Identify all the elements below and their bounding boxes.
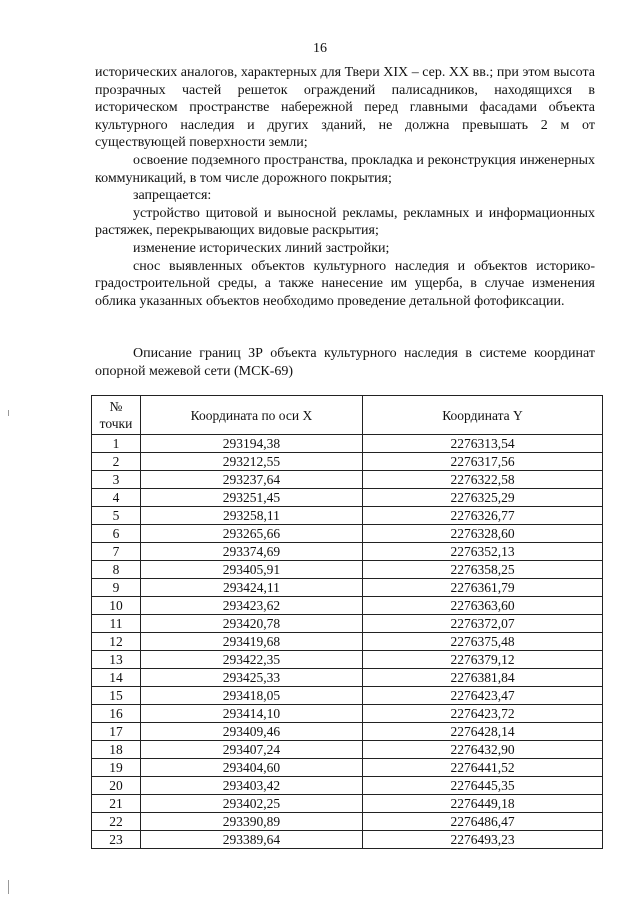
- cell-coordinate-x: 293418,05: [140, 687, 362, 705]
- cell-point-number: 11: [92, 615, 141, 633]
- cell-point-number: 3: [92, 471, 141, 489]
- body-paragraph: снос выявленных объектов культурного наследия и объектов историко-градостроительной среды, а также нанесение им ущерба, в случае изменения облика указанных объектов необходимо проведение детальной фотофиксации.: [95, 258, 595, 309]
- cell-coordinate-y: 2276317,56: [363, 453, 603, 471]
- table-row: [92, 777, 603, 795]
- cell-coordinate-x: 293258,11: [140, 507, 362, 525]
- table-row: [92, 687, 603, 705]
- cell-point-number: 9: [92, 579, 141, 597]
- cell-coordinate-y: 2276441,52: [363, 759, 603, 777]
- table-row: [92, 597, 603, 615]
- cell-coordinate-x: 293212,55: [140, 453, 362, 471]
- cell-coordinate-x: 293402,25: [140, 795, 362, 813]
- table-row: [92, 507, 603, 525]
- table-body: [92, 435, 603, 849]
- cell-coordinate-x: 293237,64: [140, 471, 362, 489]
- cell-point-number: 5: [92, 507, 141, 525]
- cell-coordinate-y: 2276361,79: [363, 579, 603, 597]
- cell-coordinate-y: 2276328,60: [363, 525, 603, 543]
- cell-coordinate-y: 2276313,54: [363, 435, 603, 453]
- cell-coordinate-y: 2276423,47: [363, 687, 603, 705]
- table-row: [92, 435, 603, 453]
- cell-coordinate-x: 293374,69: [140, 543, 362, 561]
- table-row: [92, 723, 603, 741]
- body-paragraph: изменение исторических линий застройки;: [133, 240, 390, 256]
- cell-coordinate-y: 2276445,35: [363, 777, 603, 795]
- table-header-row: [92, 396, 603, 435]
- cell-point-number: 7: [92, 543, 141, 561]
- cell-point-number: 10: [92, 597, 141, 615]
- cell-point-number: 17: [92, 723, 141, 741]
- cell-coordinate-y: 2276363,60: [363, 597, 603, 615]
- cell-point-number: 19: [92, 759, 141, 777]
- cell-coordinate-x: 293194,38: [140, 435, 362, 453]
- table-row: [92, 759, 603, 777]
- cell-coordinate-x: 293409,46: [140, 723, 362, 741]
- cell-coordinate-y: 2276352,13: [363, 543, 603, 561]
- table-row: [92, 741, 603, 759]
- cell-coordinate-y: 2276372,07: [363, 615, 603, 633]
- header-coordinate-x: Координата по оси X: [140, 396, 362, 435]
- cell-coordinate-y: 2276428,14: [363, 723, 603, 741]
- cell-coordinate-y: 2276358,25: [363, 561, 603, 579]
- cell-coordinate-y: 2276381,84: [363, 669, 603, 687]
- cell-coordinate-x: 293419,68: [140, 633, 362, 651]
- table-row: [92, 561, 603, 579]
- cell-point-number: 6: [92, 525, 141, 543]
- cell-point-number: 8: [92, 561, 141, 579]
- cell-coordinate-y: 2276375,48: [363, 633, 603, 651]
- cell-point-number: 4: [92, 489, 141, 507]
- cell-point-number: 20: [92, 777, 141, 795]
- body-paragraph: освоение подземного пространства, прокладка и реконструкция инженерных коммуникаций, в том числе дорожного покрытия;: [95, 152, 595, 186]
- cell-coordinate-x: 293403,42: [140, 777, 362, 795]
- cell-coordinate-y: 2276325,29: [363, 489, 603, 507]
- coordinates-table: [91, 395, 603, 849]
- cell-coordinate-x: 293407,24: [140, 741, 362, 759]
- cell-coordinate-y: 2276423,72: [363, 705, 603, 723]
- cell-point-number: 12: [92, 633, 141, 651]
- cell-point-number: 1: [92, 435, 141, 453]
- table-row: [92, 615, 603, 633]
- page-number: 16: [313, 41, 327, 56]
- cell-point-number: 21: [92, 795, 141, 813]
- header-coordinate-y: Координата Y: [363, 396, 603, 435]
- table-row: [92, 525, 603, 543]
- cell-point-number: 14: [92, 669, 141, 687]
- cell-point-number: 13: [92, 651, 141, 669]
- cell-coordinate-x: 293389,64: [140, 831, 362, 849]
- cell-point-number: 18: [92, 741, 141, 759]
- cell-coordinate-x: 293404,60: [140, 759, 362, 777]
- table-row: [92, 705, 603, 723]
- table-row: [92, 651, 603, 669]
- cell-coordinate-x: 293420,78: [140, 615, 362, 633]
- table-row: [92, 795, 603, 813]
- cell-point-number: 16: [92, 705, 141, 723]
- cell-coordinate-x: 293405,91: [140, 561, 362, 579]
- table-row: [92, 831, 603, 849]
- body-paragraph: запрещается:: [133, 188, 212, 204]
- table-row: [92, 669, 603, 687]
- body-paragraph: исторических аналогов, характерных для Твери XIX – сер. XX вв.; при этом высота прозрачных частей решеток ограждений палисадников, находящихся в историческом пространстве набережной перед главными фасадами объекта культурного наследия и других зданий, не должна превышать 2 м от существующей поверхности земли;: [95, 65, 595, 151]
- table-row: [92, 471, 603, 489]
- cell-point-number: 2: [92, 453, 141, 471]
- table-row: [92, 489, 603, 507]
- table-row: [92, 633, 603, 651]
- cell-point-number: 22: [92, 813, 141, 831]
- table-row: [92, 453, 603, 471]
- cell-point-number: 15: [92, 687, 141, 705]
- header-point-number: № точки: [92, 396, 141, 435]
- cell-coordinate-y: 2276322,58: [363, 471, 603, 489]
- cell-coordinate-x: 293423,62: [140, 597, 362, 615]
- scan-edge-mark: [8, 410, 9, 416]
- cell-coordinate-y: 2276493,23: [363, 831, 603, 849]
- cell-coordinate-y: 2276449,18: [363, 795, 603, 813]
- cell-coordinate-x: 293422,35: [140, 651, 362, 669]
- cell-coordinate-y: 2276326,77: [363, 507, 603, 525]
- cell-coordinate-x: 293390,89: [140, 813, 362, 831]
- table-row: [92, 813, 603, 831]
- table-row: [92, 543, 603, 561]
- table-row: [92, 579, 603, 597]
- cell-coordinate-y: 2276432,90: [363, 741, 603, 759]
- cell-coordinate-y: 2276486,47: [363, 813, 603, 831]
- cell-coordinate-x: 293414,10: [140, 705, 362, 723]
- cell-coordinate-x: 293265,66: [140, 525, 362, 543]
- cell-point-number: 23: [92, 831, 141, 849]
- cell-coordinate-x: 293425,33: [140, 669, 362, 687]
- body-paragraph: устройство щитовой и выносной рекламы, рекламных и информационных растяжек, перекрывающих видовые раскрытия;: [95, 205, 595, 239]
- body-text: [95, 64, 595, 310]
- scan-edge-mark: [8, 880, 9, 894]
- table-caption: Описание границ ЗР объекта культурного наследия в системе координат опорной межевой сети (МСК-69): [95, 346, 595, 379]
- cell-coordinate-x: 293424,11: [140, 579, 362, 597]
- cell-coordinate-x: 293251,45: [140, 489, 362, 507]
- cell-coordinate-y: 2276379,12: [363, 651, 603, 669]
